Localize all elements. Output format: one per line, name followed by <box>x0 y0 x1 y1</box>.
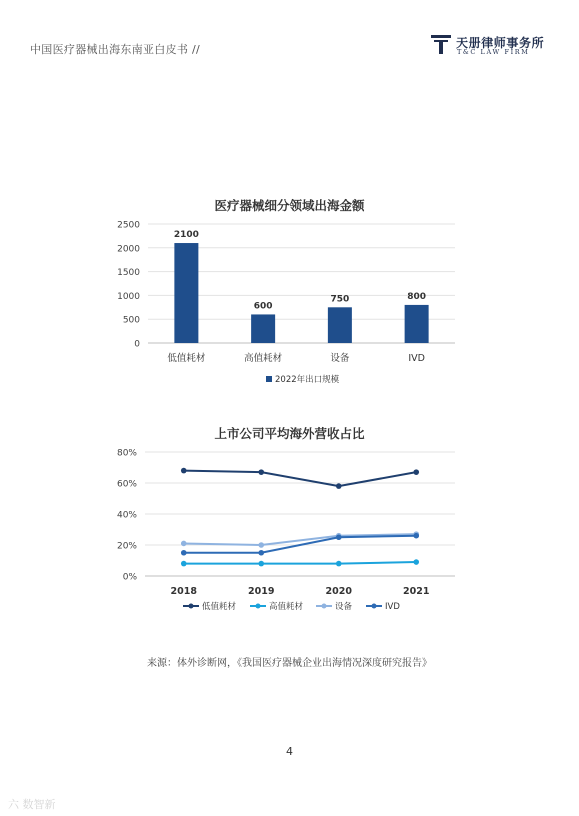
y-tick-label: 20% <box>116 541 137 552</box>
page-number: 4 <box>286 745 293 758</box>
bar-chart <box>0 212 579 412</box>
legend-label: 设备 <box>335 602 353 612</box>
x-tick-label: 设备 <box>330 353 350 364</box>
legend-marker <box>189 604 194 609</box>
data-point <box>258 469 264 475</box>
y-tick-label: 80% <box>116 448 137 459</box>
x-tick-label: 低值耗材 <box>167 353 206 364</box>
legend-marker <box>322 604 327 609</box>
series-line <box>184 562 417 564</box>
data-point <box>181 550 187 556</box>
legend-label: IVD <box>385 602 400 612</box>
data-point <box>413 533 419 539</box>
data-point <box>413 469 419 475</box>
data-point <box>258 550 264 556</box>
y-tick-label: 0 <box>134 339 140 350</box>
y-tick-label: 2000 <box>117 244 140 255</box>
legend-label: 2022年出口规模 <box>275 375 340 385</box>
x-tick-label: 2018 <box>170 586 197 597</box>
x-tick-label: 高值耗材 <box>244 353 283 364</box>
bar-chart-title: 医疗器械细分领域出海金额 <box>214 198 365 213</box>
bar <box>174 243 198 343</box>
legend-marker <box>372 604 377 609</box>
x-tick-label: 2019 <box>248 586 275 597</box>
data-point <box>336 483 342 489</box>
y-tick-label: 2500 <box>117 220 140 231</box>
series-line <box>184 471 417 487</box>
x-tick-label: IVD <box>408 353 425 364</box>
law-firm-logo <box>431 34 551 58</box>
data-point <box>336 534 342 540</box>
data-point <box>336 561 342 567</box>
y-tick-label: 1000 <box>117 291 140 302</box>
data-point <box>258 561 264 567</box>
line-chart <box>0 440 579 630</box>
data-point <box>181 561 187 567</box>
data-point <box>413 559 419 565</box>
data-label: 750 <box>330 294 350 305</box>
line-chart-title: 上市公司平均海外营收占比 <box>214 426 365 441</box>
data-point <box>258 542 264 548</box>
legend-label: 低值耗材 <box>202 602 237 612</box>
watermark: 六 数智新 <box>8 798 56 811</box>
data-label: 800 <box>407 291 427 302</box>
bar <box>251 314 275 343</box>
bar <box>405 305 429 343</box>
y-tick-label: 1500 <box>117 268 140 279</box>
logo-chinese-name: 天册律师事务所 <box>456 36 545 50</box>
law-firm-logo-icon <box>431 34 451 54</box>
legend-marker <box>256 604 261 609</box>
y-tick-label: 0% <box>122 572 137 583</box>
source-note: 来源：体外诊断网，《我国医疗器械企业出海情况深度研究报告》 <box>147 658 432 669</box>
y-tick-label: 500 <box>122 315 140 326</box>
legend-swatch <box>266 376 272 382</box>
x-tick-label: 2020 <box>325 586 352 597</box>
data-point <box>181 541 187 547</box>
data-label: 600 <box>253 301 273 312</box>
legend-label: 高值耗材 <box>269 602 304 612</box>
y-tick-label: 60% <box>116 479 137 490</box>
logo-english-name: T&C LAW FIRM <box>457 48 530 56</box>
y-tick-label: 40% <box>116 510 137 521</box>
x-tick-label: 2021 <box>403 586 430 597</box>
data-point <box>181 468 187 474</box>
header-title: 中国医疗器械出海东南亚白皮书 // <box>30 43 201 56</box>
bar <box>328 307 352 343</box>
data-label: 2100 <box>173 230 199 241</box>
